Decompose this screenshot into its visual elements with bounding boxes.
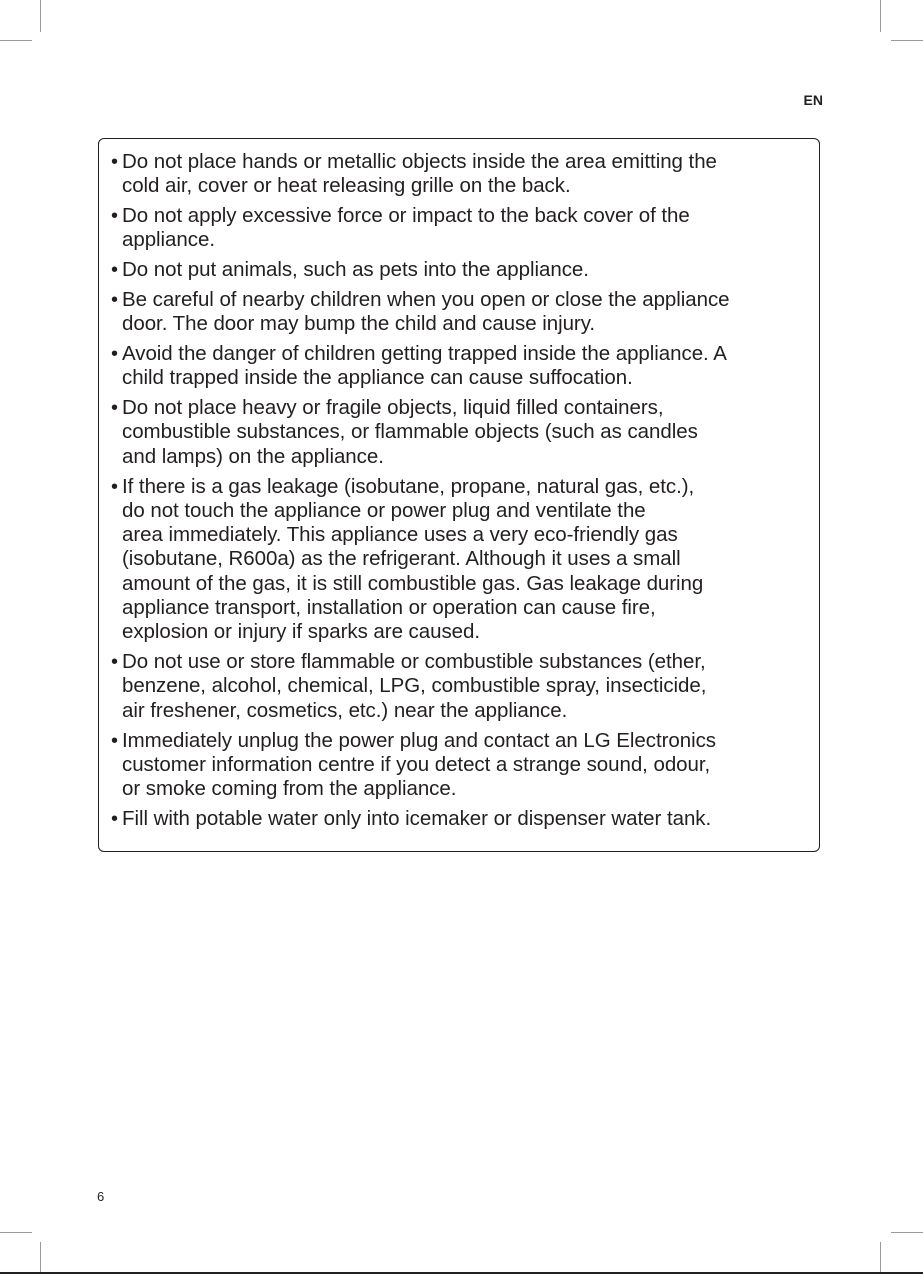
list-item-text: If there is a gas leakage (isobutane, propane, natural gas, etc.), do not touch the appliance or power plug and ventilate the area immediately. This appliance uses a very eco-friendly gas (isobutane, R600a) as the refrigerant. Although it uses a small amount of the gas, it is still combustible gas. Gas leakage during appliance transport, installation or operation can cause fire, explosion or injury if sparks are caused. (122, 474, 704, 644)
bullet-icon: • (111, 729, 118, 752)
bullet-icon: • (111, 205, 118, 228)
list-item-text: Do not apply excessive force or impact to the back cover of the appliance. (122, 204, 690, 252)
list-item (111, 288, 811, 337)
crop-mark (0, 40, 32, 41)
crop-mark (880, 1242, 881, 1274)
list-item (111, 729, 811, 802)
crop-mark (40, 1242, 41, 1274)
bullet-icon: • (111, 475, 118, 498)
list-item-text: Be careful of nearby children when you open or close the appliance door. The door may bump the child and cause injury. (122, 287, 730, 336)
list-item (111, 807, 811, 831)
crop-mark (891, 1232, 923, 1233)
list-item (111, 150, 811, 199)
bullet-icon: • (111, 288, 118, 311)
language-label: EN (803, 92, 823, 108)
safety-list (111, 150, 811, 837)
bullet-icon: • (111, 151, 118, 173)
safety-warning-box (98, 138, 820, 852)
crop-mark (891, 40, 923, 41)
list-item (111, 475, 811, 645)
list-item-text: Avoid the danger of children getting trapped inside the appliance. A child trapped inside the appliance can cause suffocation. (122, 342, 727, 390)
list-item-text: Do not place heavy or fragile objects, liquid filled containers, combustible substances, or flammable objects (such as candles and lamps) on the appliance. (122, 396, 698, 468)
bullet-icon: • (111, 807, 118, 830)
bullet-icon: • (111, 343, 118, 366)
list-item-text: Do not use or store flammable or combustible substances (ether, benzene, alcohol, chemical, LPG, combustible spray, insecticide, air freshener, cosmetics, etc.) near the appliance. (122, 650, 707, 722)
list-item-text: Immediately unplug the power plug and contact an LG Electronics customer information centre if you detect a strange sound, odour, or smoke coming from the appliance. (122, 728, 716, 801)
page-number: 6 (97, 1189, 105, 1204)
crop-mark (0, 1232, 32, 1233)
list-item (111, 650, 811, 723)
crop-mark (40, 0, 41, 32)
list-item (111, 204, 811, 253)
bullet-icon: • (111, 259, 118, 282)
list-item (111, 258, 811, 282)
crop-mark (880, 0, 881, 32)
list-item-text: Do not place hands or metallic objects inside the area emitting the cold air, cover or heat releasing grille on the back. (122, 150, 717, 198)
bullet-icon: • (111, 397, 118, 420)
list-item (111, 396, 811, 469)
bullet-icon: • (111, 651, 118, 674)
list-item-text: Do not put animals, such as pets into the appliance. (122, 258, 589, 282)
list-item-text: Fill with potable water only into icemaker or dispenser water tank. (122, 806, 712, 830)
list-item (111, 342, 811, 391)
